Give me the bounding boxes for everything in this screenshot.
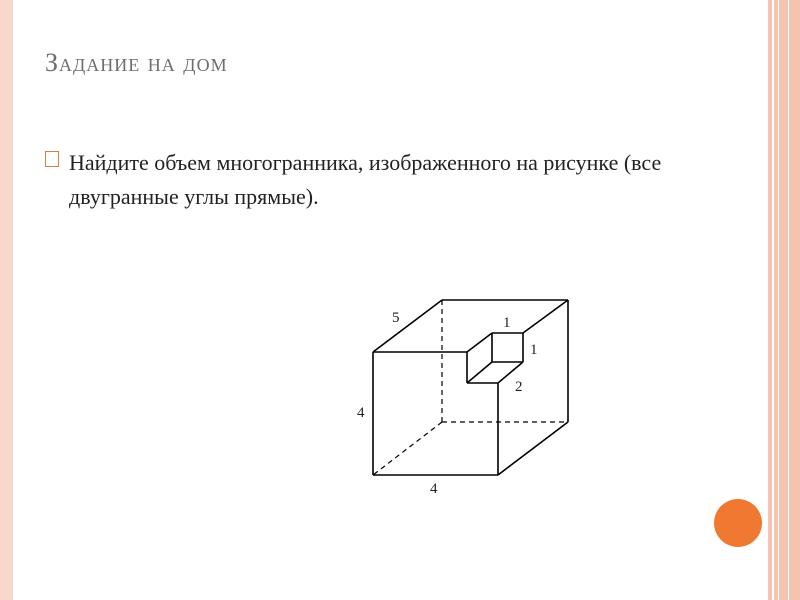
label-width: 4: [430, 481, 438, 497]
task-text: Найдите объем многогранника, изображенного на рисунке (все двугранные углы прямые).: [69, 150, 662, 209]
border-stripe: [778, 0, 779, 600]
edge: [467, 362, 492, 383]
label-height: 4: [357, 405, 365, 421]
edge: [498, 422, 568, 475]
edge: [523, 300, 568, 333]
label-cut-height: 1: [530, 342, 538, 358]
border-stripe: [788, 0, 789, 600]
accent-circle: [714, 499, 762, 547]
label-cut-depth: 2: [515, 379, 523, 395]
label-cut-width: 1: [503, 315, 511, 331]
border-stripe: [772, 0, 774, 600]
edge: [373, 300, 442, 352]
polyhedron-figure: [340, 295, 590, 505]
hidden-edge: [373, 422, 442, 475]
edge: [467, 333, 492, 352]
task-bullet: [45, 146, 695, 214]
label-depth: 5: [392, 310, 400, 326]
bullet-square-icon: [45, 151, 59, 167]
left-border: [0, 0, 13, 600]
right-border: [768, 0, 800, 600]
slide-title: Задание на дом: [45, 48, 228, 77]
